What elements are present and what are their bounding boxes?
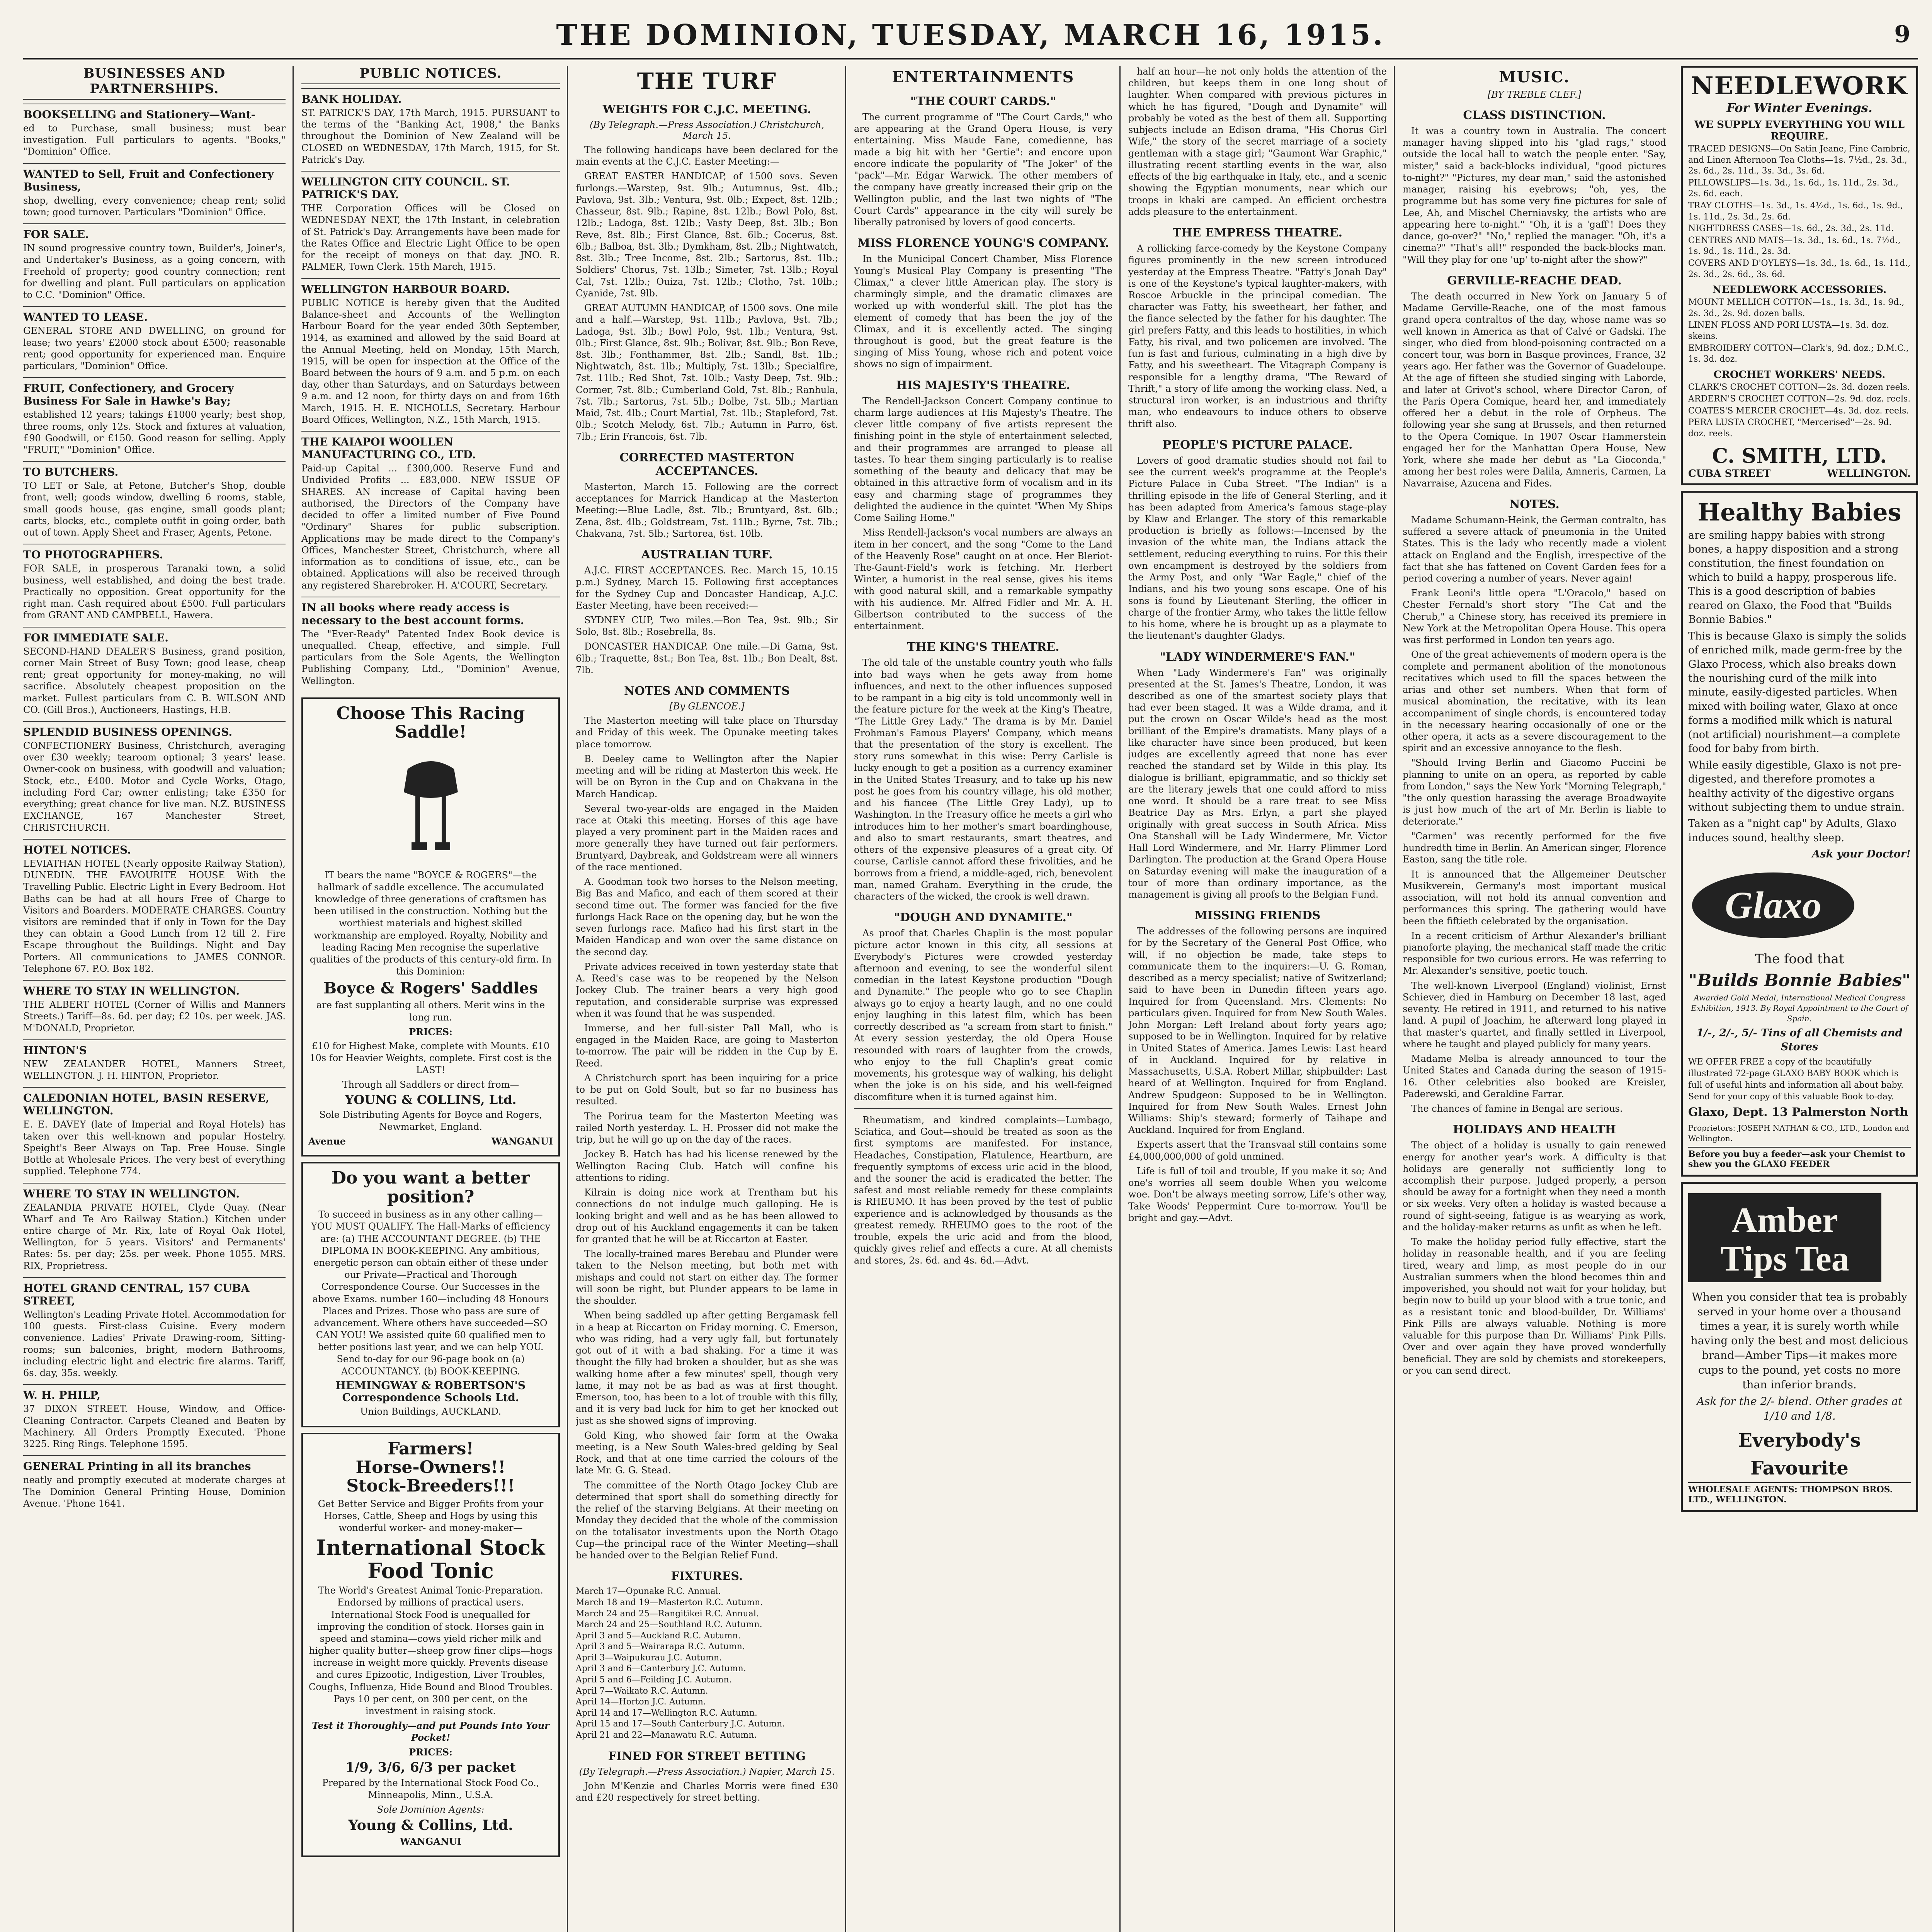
article-paragraph: SYDNEY CUP, Two miles.—Bon Tea, 9st. 9lb.; Sir Solo, 8st. 8lb.; Rosebrella, 8s. [576,614,838,638]
ad-heading: TO BUTCHERS. [23,466,119,479]
ad-heading: BOOKSELLING and Stationery—Want- [23,108,256,121]
amber-tips-tea-advertisement [1681,1182,1918,1512]
fixture-item: March 18 and 19—Masterton R.C. Autumn. [576,1597,763,1607]
classified-ad [23,839,286,980]
ad-heading: TO PHOTOGRAPHERS. [23,548,163,561]
article-paragraph: half an hour—he not only holds the attention of the children, but keeps them in one long shout of laughter. When compared with previous pictures in which he has figured, "Dough and Dynamite" will probably be voted as the best of them all. Supporting subjects include an Edison drama, "His Chorus Girl Wife," the story of the secret marriage of a society gentleman with a stage girl; "Gaumont War Graphic," illustrating recent startling events in the war, also effects of the big earthquake in Italy, etc., and a scenic showing the Egyptian monuments, near which our troops in khaki are camped. An efficient orchestra adds pleasure to the entertainment. [1128,66,1387,217]
ad-text: shop, dwelling, every convenience; cheap rent; solid town; good turnover. Particulars "Dominion" Office. [23,195,286,218]
article-paragraph: The old tale of the unstable country youth who falls into bad ways when he gets away from home influences, and next to the other influences supposed to be rampant in a big city is told uncommonly well in the feature picture for the week at the King's Theatre, "The Little Grey Lady." The drama is by Mr. Daniel Frohman's Famous Players' Company, which means that the presentation of the story is excellent. The story runs somewhat in this wise: Perry Carlisle is lucky enough to get a position as a currency examiner in the United States Treasury, and to take up his new post he goes from his country village, his old mother, and his fiancee (The Little Grey Lady), up to Washington. In the Treasury office he meets a girl who introduces him to her mother's smart boardinghouse, and also to smart restaurants, smart theatres, and others of the expensive pleasures of a great city. Of course, Carlisle cannot afford these frivolities, and he borrows from a friend, a middle-aged, rich, benevolent man, named Graham. Everything in the crude, the characters of the wicked, the crook is well drawn. [854,657,1112,902]
firm-name: YOUNG & COLLINS, Ltd. [345,1092,517,1107]
food-line: The food that [1755,951,1844,967]
ad-text: 37 DIXON STREET. House, Window, and Office-Cleaning Contractor. Carpets Cleaned and Beaten by Machinery. All Orders Promptly Executed. 'Phone 3225. Ring Rings. Telephone 1595. [23,1403,286,1450]
price-line: 1/-, 2/-, 5/- Tins of all Chemists and Stores [1696,1027,1903,1053]
firm-name: Young & Collins, Ltd. [348,1817,513,1833]
article-title: HIS MAJESTY'S THEATRE. [896,378,1070,392]
list-line: COVERS AND D'OYLEYS—1s. 3d., 1s. 6d., 1s. 11d., 2s. 3d., 2s. 6d., 3s. 6d. [1688,258,1911,279]
classified-ad [23,104,286,163]
ask-doctor: Ask your Doctor! [1812,848,1911,861]
article-title: MISS FLORENCE YOUNG'S COMPANY. [857,236,1109,250]
ad-heading: W. H. PHILP, [23,1389,101,1402]
classified-ad [23,627,286,721]
ad-heading: GENERAL Printing in all its branches [23,1460,251,1473]
article-paragraph: The Porirua team for the Masterton Meeting was railed North yesterday. L. H. Prosser did not make the trip, but he will go up on the day of the races. [576,1111,838,1145]
stock-food-advertisement [301,1433,560,1857]
ad-heading: WELLINGTON CITY COUNCIL. ST. PATRICK'S DAY. [301,175,510,201]
article-paragraph: When being saddled up after getting Bergamask fell in a heap at Riccarton on Friday morning. C. Emerson, who was riding, had a very ugly fall, but fortunately got out of it with a bad shaking. For a time it was thought the filly had broken a shoulder, but as she was walking home after a few minutes' spell, though very lame, it may not be as bad as was at first thought. Emerson, too, has been to a lot of trouble with this filly, and it is very bad luck for him to get her knocked out just as she showed signs of improving. [576,1310,838,1426]
column-entertainments-continued [1128,66,1395,1932]
price-list [1688,144,1911,280]
needlework-advertisement [1681,66,1918,485]
section-title-entertainments: ENTERTAINMENTS [892,68,1075,86]
classified-ad [301,597,560,692]
ad-headline: Healthy Babies [1697,498,1901,526]
article-paragraph: As proof that Charles Chaplin is the most popular picture actor known in this city, all sessions at Everybody's Pictures were crowded yesterday afternoon and evening, to see the wonderful silent comedian in the latest Keystone production "Dough and Dynamite." The people who go to see Chaplin always go to enjoy a hearty laugh, and no one could enjoy laughing in this latest film, which has been correctly described as "a scream from start to finish." At every session yesterday, the old Opera House resounded with roars of laughter from the crowds, who enjoy to the full Chaplin's great comic movements, his grotesque way of walking, his delight when the joke is on his side, and his well-feigned discomfiture when it is turned against him. [854,928,1112,1102]
supply-line: WE SUPPLY EVERYTHING YOU WILL REQUIRE. [1694,119,1905,142]
article-paragraph: Jockey B. Hatch has had his license renewed by the Wellington Racing Club. Hatch will confine his attentions to riding. [576,1149,838,1183]
article-paragraph: GREAT EASTER HANDICAP, of 1500 sovs. Seven furlongs.—Warstep, 9st. 9lb.; Autumnus, 9st. 4lb.; Pavlova, 9st. 3lb.; Ventura, 9st. 0lb.; Expect, 8st. 12lb.; Chasseur, 8st. 9lb.; Rapine, 8st. 12lb.; Bowl Polo, 8st. 12lb.; Ladoga, 8st. 12lb.; Vasty Deep, 8st. 3lb.; Bon Reve, 8st. 8lb.; First Glance, 8st. 6lb.; Cocerus, 8st. 6lb.; Balboa, 8st. 3lb.; Dymkham, 8st. 2lb.; Nightwatch, 8st. 3lb.; Tree Income, 8st. 2lb.; Sartorus, 8st. 1lb.; Soldiers' Chorus, 7st. 13lb.; Simeter, 7st. 13lb.; Royal Cal, 7st. 12lb.; Ouiza, 7st. 12lb.; Clotho, 7st. 10lb.; Cyanide, 7st. 9lb. [576,171,838,299]
masthead [23,15,1918,60]
wholesale-agents-line: WHOLESALE AGENTS: THOMPSON BROS. LTD., WELLINGTON. [1688,1482,1911,1505]
article-title: FINED FOR STREET BETTING [608,1749,806,1763]
classified-ad [301,278,560,431]
article-title: "DOUGH AND DYNAMITE." [894,911,1073,925]
article-paragraph: It was a country town in Australia. The concert manager having slipped into his "glad rags," stood outside the local hall to watch the people enter. "Say, mister," said a back-blocks individual, "good pictures to-night?" "Pictures, my dear man," said the astonished manager, raising his eyebrows; "oh, yes, the programme but has some very fine pictures for sale of Lee, Ah, and Mischel Cherniavsky, the artists who are appearing here to-night." "Oh, it is a 'gaff'! Does they dance, go-over?" "No," replied the manager. "Oh, it's a cinema?" "That's all!" responded the back-blocks man. "Will they play for one 'up' to-night after the show?" [1403,126,1666,265]
headline-horse-owners: Horse-Owners!! [355,1458,506,1478]
ad-heading: FOR SALE. [23,228,89,241]
list-line: COATES'S MERCER CROCHET—4s. 3d. doz. reels. [1688,406,1909,416]
glaxo-logo [1688,869,1858,942]
list-line: MOUNT MELLICH COTTON—1s., 1s. 3d., 1s. 9d., 2s. 3d., 2s. 9d. dozen balls. [1688,298,1905,318]
prices-text: £10 for Highest Make, complete with Mounts. £10 10s for Heavier Weights, complete. First cost is the LAST! [310,1040,552,1076]
article-title: THE EMPRESS THEATRE. [1172,226,1343,240]
brand-name: International Stock Food Tonic [316,1535,545,1583]
ad-heading: HOTEL GRAND CENTRAL, 157 CUBA STREET, [23,1281,250,1307]
fixture-item: April 3 and 6—Canterbury J.C. Autumn. [576,1664,746,1674]
article-paragraph: Madame Schumann-Heink, the German contralto, has suffered a severe attack of pneumonia in the United States. This is the lady who recently made a violent attack on England and the English, irrespective of the fact that she has fattened on Covent Garden fees for a period covering a number of years. Never again! [1403,514,1666,584]
firm-name: HEMINGWAY & ROBERTSON'S Correspondence Schools Ltd. [335,1379,526,1404]
article-list [1403,109,1666,1376]
column-heading: BUSINESSES AND PARTNERSHIPS. [23,66,286,100]
article-paragraph: A rollicking farce-comedy by the Keystone Company figures prominently in the new screen introduced yesterday at the Empress Theatre. "Fatty's Jonah Day" is one of the Keystone's typical laughter-makers, with Roscoe Arbuckle in the principal comedian. The character was Fatty, his sweetheart, her father, and the fiance selected by the father for his daughter. The girl prefers Fatty, and this leads to hostilities, in which Fatty, his rival, and two policemen are involved. The fun is fast and furious, culminating in a high dive by Fatty, and his sweetheart. The Vitagraph Company is responsible for a lengthy drama, "The Reward of Thrift," a story of life among the working class. Ned, a structural iron worker, is an industrious and thrifty man, who endeavours to induce others to observe thrift also. [1128,243,1387,429]
article-paragraph: The committee of the North Otago Jockey Club are determined that sport shall do something directly for the relief of the starving Belgians. At their meeting on Monday they decided that the whole of the commission on the totalisator investments upon the North Otago Cup—the principal race of the Winter Meeting—shall be handed over to the Belgian Relief Fund. [576,1480,838,1561]
classified-ad [23,223,286,306]
brand-name: Boyce & Rogers' Saddles [323,979,538,998]
ad-heading: SPLENDID BUSINESS OPENINGS. [23,725,233,738]
article-paragraph: DONCASTER HANDICAP. One mile.—Di Gama, 9st. 6lb.; Traquette, 8st.; Bon Tea, 8st. 1lb.; Bon Dealt, 8st. 7lb. [576,641,838,675]
section-title-music: MUSIC. [1499,68,1570,86]
column-turf [576,66,846,1932]
article-title: GERVILLE-REACHE DEAD. [1447,274,1622,287]
ad-headline: NEEDLEWORK [1691,71,1908,100]
article-paragraph: In the Municipal Concert Chamber, Miss Florence Young's Musical Play Company is presenting "The Climax," a clever little American play. The story is charmingly simple, and the dramatic climaxes are worked up with wonderful skill. The plot has the element of comedy that has been the joy of the Climax, and it is excellently acted. The singing throughout is good, but the great feature is the singing of Miss Young, whose rich and potent voice shows no sign of impairment. [854,253,1112,370]
firm-address: Sole Distributing Agents for Boyce and Rogers, Newmarket, England. [319,1109,542,1133]
column-music [1403,66,1673,1932]
article-paragraph: The locally-trained mares Berebau and Plunder were taken to the Nelson meeting, but both met with mishaps and could not start on either day. The former will soon be right, but Plunder appears to be lame in the shoulder. [576,1248,838,1306]
town-right: WANGANUI [491,1136,553,1147]
article-title: HOLIDAYS AND HEALTH [1453,1123,1616,1137]
classified-ad [23,1277,286,1384]
article-title: AUSTRALIAN TURF. [641,548,773,562]
classified-ad [301,171,560,278]
article-paragraph: The chances of famine in Bengal are serious. [1411,1103,1623,1114]
article-body [576,481,838,539]
ad-body: IT bears the name "BOYCE & ROGERS"—the hallmark of saddle excellence. The accumulated knowledge of three generations of craftsmen has been utilised in the construction. Nothing but the worthiest materials and highest skilled workmanship are employed. Royalty, Nobility and leading Racing Men recognise the superlative qualities of the products of this century-old firm. In this Dominion: [310,869,552,977]
article-paragraph: A. Goodman took two horses to the Nelson meeting, Big Bas and Mafico, and each of them scored at their second time out. The former was fancied for the five furlongs Hack Race on the opening day, but he won the seven furlongs race. Mafico had his first start in the Maiden Handicap and won over the same distance on the second day. [576,876,838,957]
glaxo-advertisement [1681,491,1918,1177]
article-paragraph: The addresses of the following persons are inquired for by the Secretary of the General Post Office, who will, if no objection be made, take steps to communicate them to the inquirers:—U. G. Roman, described as a mercy specialist; native of Switzerland; said to have been in Dunedin fifteen years ago. Inquired for from Queensland. Mrs. Clements: No particulars given. Inquired for from New South Wales. John Morgan: Left Ireland about forty years ago; supposed to be in Wellington. Inquired for by relative in United States of America. James Lewis: Last heard of in Auckland. Inquired for by relative in Massachusetts, U.S.A. Robert Millar, shipbuilder: Last heard of at Wellington. Inquired for from England. Andrew Spudgeon: Supposed to be in Wellington. Inquired for from New South Wales. Ernest John Williams: Ship's steward; formerly of Taihape and Auckland. Inquired for from England. [1128,926,1387,1136]
article-byline: (By Telegraph.—Press Association.) Christchurch, March 15. [589,119,825,141]
list-line: PERA LUSTA CROCHET, "Mercerised"—2s. 9d. doz. reels. [1688,418,1892,439]
proprietors-line: Proprietors: JOSEPH NATHAN & CO., LTD., London and Wellington. [1688,1123,1909,1143]
article-paragraph: Life is full of toil and trouble, If you make it so; And one's worries all seem double When you welcome woe. Don't be always meeting sorrow, Life's other way, Take Woods' Peppermint Cure to-morrow. You'll be bright and gay.—Advt. [1128,1165,1387,1223]
article-paragraph: The well-known Liverpool (England) violinist, Ernst Schiever, died in Hamburg on December 18 last, aged seventy. He retired in 1911, and returned to his native land. A pupil of Joachim, he afterward long played in that master's quartet, and finally settled in Liverpool, where he taught and played publicly for many years. [1403,980,1666,1049]
list-line: ARDERN'S CROCHET COTTON—2s. 9d. doz. reels. [1688,394,1911,404]
ad-heading: WHERE TO STAY IN WELLINGTON. [23,1187,240,1200]
slogan: "Builds Bonnie Babies" [1688,970,1911,990]
article-paragraph: The current programme of "The Court Cards," who are appearing at the Grand Opera House, is very entertaining. Miss Maude Fane, comedienne, has made a big hit with her "Gertie": and encore upon encore indicate the popularity of "The Joker" of the "pack"—Mr. Edgar Warwick. The other members of the company have greatly increased their grip on the Wellington public, and the last two nights of "The Court Cards" appearance in the city will surely be liberally patronised by lovers of good concerts. [854,112,1112,228]
classified-ad [23,1183,286,1277]
classified-ad [23,1039,286,1087]
list-line: CLARK'S CROCHET COTTON—2s. 3d. dozen reels. [1688,382,1910,392]
classified-ad [23,306,286,377]
ad-body: To succeed in business as in any other calling—YOU MUST QUALIFY. The Hall-Marks of efficiency are: (a) THE ACCOUNTANT DEGREE. (b) THE DIPLOMA IN BOOK-KEEPING. Any ambitious, energetic person can obtain either of these under our Private—Practical and Thorough Correspondence Course. Our Successes in the above Exams. number 160—including 48 Honours Places and Prizes. Those who pass are sure of advancement. Where others have succeeded—SO CAN YOU! We assisted quite 60 qualified men to better positions last year, and we can help YOU. Send to-day for our 96-page book on (a) ACCOUNTANCY. (b) BOOK-KEEPING. [311,1209,551,1377]
classified-ad [23,721,286,839]
list-line: PILLOWSLIPS—1s. 3d., 1s. 6d., 1s. 11d., 2s. 3d., 2s. 6d. each. [1688,178,1898,199]
ad-heading: CALEDONIAN HOTEL, BASIN RESERVE, WELLINGTON. [23,1092,269,1117]
saddle-illustration [392,746,469,862]
article-paragraph: GREAT AUTUMN HANDICAP, of 1500 sovs. One mile and a half.—Warstep, 9st. 11lb.; Pavlova, 9st. 7lb.; Ladoga, 9st. 3lb.; Bowl Polo, 9st. 1lb.; Ventura, 9st. 0lb.; First Glance, 8st. 9lb.; Bolivar, 8st. 9lb.; Bon Reve, 8st. 3lb.; Fonthammer, 8st. 2lb.; Sandl, 8st. 1lb.; Nightwatch, 8st. 1lb.; Multiply, 7st. 13lb.; Specialfire, 7st. 11lb.; Red Shot, 7st. 10lb.; Vasty Deep, 7st. 9lb.; Cormer, 7st. 8lb.; Cumberland Gold, 7st. 8lb.; Ranhula, 7st. 7lb.; Sartorus, 7st. 5lb.; Dolbe, 7st. 5lb.; Martian Maid, 7st. 4lb.; Court Martial, 7st. 1lb.; Stapleford, 7st. 0lb.; Scotch Melody, 6st. 7lb.; Autumn in Parro, 6st. 7lb.; Erin Francois, 6st. 7lb. [576,303,838,442]
article-body [576,715,838,1561]
article-paragraph: Madame Melba is already announced to tour the United States and Canada during the season of 1915-16. Other celebrities also booked are Kreisler, Paderewski, and Geraldine Farrar. [1403,1053,1666,1099]
article-paragraph: Private advices received in town yesterday state that A. Reed's case was to be reopened by the Nelson Jockey Club. The trainer bears a very high good reputation, and considerable surprise was expressed when it was found that he was suspended. [576,961,838,1019]
article-paragraph: Lovers of good dramatic studies should not fail to see the current week's programme at the People's Picture Palace in Cuba Street. "The Indian" is a thrilling episode in the life of General Sterling, and it has been adapted from America's famous stage-play by Klaw and Erlanger. The story of this remarkable production is briefly as follows:—Incensed by the invasion of the white man, the Indians attack the settlement, reducing everything to ruins. For this their own encampment is destroyed by the soldiers from the Army Post, and only "War Eagle," chief of the Indians, and his two young sons escape. One of his sons is found by Lieutenant Sterling, the officer in charge of the frontier Army, who takes the little fellow to his home, where he is brought up as a playmate to the lieutenant's daughter Gladys. [1128,455,1387,641]
article-paragraph: To make the holiday period fully effective, start the holiday in reasonable health, and if you are feeling tired, weary and limp, as most people do in our Australian summers when the blood becomes thin and impoverished, you should not wait for your holiday, but begin now to build up your blood with a true tonic, and as a resistant tonic and blood-builder, Dr. Williams' Pink Pills are always valuable. Nothing is more valuable for this purpose than Dr. Williams' Pink Pills. Over and over again they have proved wonderfully beneficial. They are sold by chemists and storekeepers, or you can send direct. [1403,1236,1666,1376]
ad-text: FOR SALE, in prosperous Taranaki town, a solid business, well established, and doing the best trade. Practically no opposition. Great opportunity for the right man. Cash required about £500. Full particulars from GRANT AND CAMPBELL, Hawera. [23,563,286,621]
article-paragraph: Experts assert that the Transvaal still contains some £4,000,000,000 of gold unmined. [1128,1139,1387,1162]
column-businesses [23,66,294,1932]
article-paragraph: The death occurred in New York on January 5 of Madame Gerville-Reache, one of the most famous grand opera contraltos of the day, whose name was so well known in America as that of Calvé or Gadski. The singer, who died from blood-poisoning contracted on a concert tour, was born in Basque provinces, France, 32 years ago. Her father was the Governor of Guadeloupe. At the age of fifteen she studied singing with Laborde, and later at Grivot's school, where Director Caron, of the Paris Opera Comique, heard her, and immediately offered her a debut in the role of Orpheus. The following year she sang at Brussels, and then returned to the Opera Comique. In 1907 Oscar Hammerstein engaged her for the Manhattan Opera House, New York, where she made her debut as "La Gioconda," among her best roles were Dalila, Amneris, Carmen, La Navarraise, Azucena and Fides. [1403,291,1666,489]
article-title: NOTES. [1509,497,1560,511]
article-paragraph: Gold King, who showed fair form at the Owaka meeting, is a New South Wales-bred gelding by Seal Rock, and that at one time carried the colours of the late Mr. G. G. Stead. [576,1430,838,1476]
article-paragraph: The Masterton meeting will take place on Thursday and Friday of this week. The Opunake meeting takes place tomorrow. [576,715,838,750]
list-line: EMBROIDERY COTTON—Clark's, 9d. doz.; D.M.C., 1s. 3d. doz. [1688,343,1909,364]
article-paragraph: Miss Rendell-Jackson's vocal numbers are always an item in her concert, and the song "Come to the Land of the Heavenly Rose" caught on at once. Her Bleriot-The-Gaunt-Field's work is fetching. Mr. Herbert Winter, a humorist in the real sense, gives his items with good natural skill, and a remarkable sympathy with his audience. Mr. Alfred Fidler and Mr. A. H. Gilbertson contributed to the success of the entertainment. [854,527,1112,632]
accessories-list [1688,297,1911,365]
logo-line-1: Amber [1731,1200,1838,1240]
column-entertainments [854,66,1121,1932]
ad-headline: Do you want a better position? [331,1168,530,1207]
ad-text: Paid-up Capital ... £300,000. Reserve Fund and Undivided Profits ... £83,000. NEW ISSUE OF SHARES. AN increase of Capital having been authorised, the Directors of the Company have decided to offer a limited number of Five Pound "Ordinary" Shares for public subscription. Applications may be made direct to the Company's Offices, Manchester Street, Christchurch, where all information as to conditions of issue, etc., can be obtained. Applications will also be received through any registered Sharebroker. H. A'COURT, Secretary. [301,463,560,591]
ad-subtext: Get Better Service and Bigger Profits from your Horses, Cattle, Sheep and Hogs by using this wonderful worker- and money-maker— [318,1498,544,1534]
newspaper-page [23,15,1918,1932]
article-paragraph: One of the great achievements of modern opera is the complete and permanent abolition of the monotonous recitatives which used to fill the spaces between the arias and other set numbers. When that form of musical abomination, the recitative, with its lean accompaniment of single chords, is encountered today in the necessary hearing occasionally of one or the other opera, it acts as a severe discouragement to the spirit and an excessive annoyance to the flesh. [1403,649,1666,754]
article-paragraph: The object of a holiday is usually to gain renewed energy for another year's work. A difficulty is that holidays are generally not sufficiently long to accomplish their purpose. Judged properly, a person should be away for a fortnight when they need a month or six weeks. Very often a holiday is wasted because a round of sight-seeing, fatigue is as wearying as work, and the holiday-maker returns as unfit as when he left. [1403,1140,1666,1233]
list-line: TRACED DESIGNS—On Satin Jeane, Fine Cambric, and Linen Afternoon Tea Cloths—1s. 7½d., 2s. 3d., 2s. 6d., 2s. 11d., 3s. 3d., 3s. 6d. [1688,144,1910,176]
ad-heading: THE KAIAPOI WOOLLEN MANUFACTURING CO., LTD. [301,435,476,461]
article-paragraph: B. Deeley came to Wellington after the Napier meeting and will be riding at Masterton this week. He will be on Byron in the Cup and on Chakvana in the March Handicap. [576,753,838,799]
article-paragraph: Masterton, March 15. Following are the correct acceptances for Marrick Handicap at the Masterton Meeting:—Blue Ladle, 8st. 7lb.; Bruntyard, 8st. 6lb.; Zena, 8st. 4lb.; Goldstream, 7st. 11lb.; Byrne, 7st. 7lb.; Chakvana, 7st. 5lb.; Sartorea, 6st. 10lb. [576,481,838,539]
ad-heading: FOR IMMEDIATE SALE. [23,631,168,644]
address-line: Glaxo, Dept. 13 Palmerston North [1688,1105,1908,1119]
ad-text: LEVIATHAN HOTEL (Nearly opposite Railway Station), DUNEDIN. THE FAVOURITE HOUSE With the Travelling Public. Electric Light in Every Bedroom. Hot Baths can be had at all hours Free of Charge to Visitors and Boarders. MODERATE CHARGES. Country visitors are reminded that if only in Town for the Day they can obtain a Good Lunch from 12 till 2. Fire Escape throughout the Buildings. Night and Day Porters. All communications to JAMES CONNOR. Telephone 67. P.O. Box 182. [23,858,286,974]
ad-body: The World's Greatest Animal Tonic-Preparation. Endorsed by millions of practical users. International Stock Food is unequalled for improving the condition of stock. Horses gain in speed and stamina—cows yield richer milk and higher quality butter—sheep grow finer clips—hogs increase in weight more quickly. Prevents disease and cures Epizootic, Indigestion, Liver Troubles, Coughs, Influenza, Hide Bound and Blood Troubles. Pays 10 per cent, on 300 per cent, on the investment in raising stock. [308,1585,553,1717]
fixtures-title: FIXTURES. [671,1570,743,1583]
article-body [576,144,838,442]
ad-paragraph: Taken as a "night cap" by Adults, Glaxo induces sound, healthy sleep. [1688,818,1897,844]
agents-label: Sole Dominion Agents: [377,1804,485,1815]
classified-ad [23,980,286,1039]
ad-text: ZEALANDIA PRIVATE HOTEL, Clyde Quay. (Near Wharf and Te Aro Railway Station.) Kitchen under entire charge of Mr. Rix, late of Royal Oak Hotel, Wellington, for 5 years. Visitors' and Permanents' Rates: 5s. per day; 25s. per week. Phone 1055. MRS. RIX, Proprietress. [23,1202,286,1271]
crochet-list [1688,382,1911,440]
article-title: CLASS DISTINCTION. [1463,109,1606,122]
article-title: MISSING FRIENDS [1194,909,1321,923]
column-advertisements [1681,66,1918,1932]
ad-heading: WANTED to Sell, Fruit and Confectionery Business, [23,167,274,193]
classified-ad [301,431,560,597]
ad-note: are fast supplanting all others. Merit wins in the long run. [316,1000,545,1023]
masthead-title: THE DOMINION, TUESDAY, MARCH 16, 1915. [556,19,1385,52]
article-title: PEOPLE'S PICTURE PALACE. [1162,438,1353,452]
ad-text: THE Corporation Offices will be Closed on WEDNESDAY NEXT, the 17th Instant, in celebration of St. Patrick's Day. Arrangements have been made for the Rates Office and Electric Light Office to be open for the receipt of moneys on that day. JNO. R. PALMER, Town Clerk. 15th March, 1915. [301,203,560,272]
fixture-item: April 14 and 17—Wellington R.C. Autumn. [576,1708,758,1718]
fixture-item: April 5 and 6—Feilding J.C. Autumn. [576,1675,732,1685]
article-paragraph: John M'Kenzie and Charles Morris were fined £30 and £20 respectively for street betting. [576,1780,838,1803]
ad-text: ST. PATRICK'S DAY, 17th March, 1915. PURSUANT to the terms of the "Banking Act, 1908," the Banks throughout the Dominion of New Zealand will be CLOSED on WEDNESDAY, 17th March, 1915, for St. Patrick's Day. [301,107,560,165]
classified-ad [23,544,286,626]
fixtures-list [576,1586,838,1741]
classified-ad [23,461,286,544]
classified-ad [23,163,286,223]
article-paragraph: It is announced that the Allgemeiner Deutscher Musikverein, Germany's most important musical association, will not hold its annual convention and performances this spring. The gathering would have been the fiftieth celebrated by the organisation. [1403,869,1666,927]
town-left: Avenue [308,1136,346,1147]
award-line: Awarded Gold Medal, International Medical Congress Exhibition, 1913. By Royal Appointment to the Court of Spain. [1690,993,1908,1023]
ad-heading: WANTED TO LEASE. [23,311,148,324]
article-paragraph: When "Lady Windermere's Fan" was originally presented at the St. James's Theatre, London, it was described as one of the smartest society plays that had ever been staged. It was a Wilde drama, and it put the crown on Oscar Wilde's head as the most brilliant of the Empire's dramatists. Many plays of a like character have since been produced, but keen judges are excellently agreed that none has ever reached the standard set by Wilde in this play. Its dialogue is brilliant, epigrammatic, and so thickly set are the literary jewels that one could afford to miss one word. It should be a rare treat to see Miss Beatrice Day as Mrs. Erlyn, a part she played originally with great success in South Africa. Miss Ona Stanshall will be Lady Windermere, Mr. Victor Hall Lord Windermere, and Mr. Harry Plimmer Lord Darlington. The production at the Grand Opera House on Saturday evening will make the inauguration of a tour of more than ordinary importance, as the management is giving all proofs to the Belgian Fund. [1128,667,1387,900]
article-paragraph: "Carmen" was recently performed for the five hundredth time in Berlin. An American singer, Florence Easton, sang the title role. [1403,830,1666,865]
ad-body: When you consider that tea is probably served in your home over a thousand times a year, it is surely worth while having only the best and most delicious brand—Amber Tips—it makes more cups to the pound, yet costs no more than inferior brands. [1690,1290,1908,1391]
classified-ad [301,88,560,171]
article-title: "THE COURT CARDS." [910,95,1056,108]
through-text: Through all Saddlers or direct from— [342,1079,519,1090]
article-byline: [By GLENCOE.] [669,701,745,712]
ad-heading: IN all books where ready access is necessary to the best account forms. [301,601,524,627]
logo-text: Glaxo [1725,883,1821,927]
article-paragraph: A Christchurch sport has been inquiring for a price to be put on Gold Soult, but so far no business has resulted. [576,1072,838,1107]
ad-paragraph: are smiling happy babies with strong bones, a happy disposition and a strong constitution, the finest foundation on which to build a happy, prosperous life. This is a good description of babies reared on Glaxo, the Food that "Builds Bonnie Babies." [1688,529,1899,626]
list-line: TRAY CLOTHS—1s. 3d., 1s. 4½d., 1s. 6d., 1s. 9d., 1s. 11d., 2s. 3d., 2s. 6d. [1688,201,1903,222]
offer-line: WE OFFER FREE a copy of the beautifully illustrated 72-page GLAXO BABY BOOK which is full of useful hints and information all about baby. Send for your copy of this valuable Book to-day. [1688,1057,1904,1102]
crochet-heading: CROCHET WORKERS' NEEDS. [1713,369,1886,381]
ad-subheadline: For Winter Evenings. [1726,100,1872,115]
fixture-item: April 7—Waikato R.C. Autumn. [576,1686,708,1696]
ad-text: The "Ever-Ready" Patented Index Book device is unequalled. Cheap, effective, and simple. Full particulars from the Sole Agents, the Wellington Publishing Company, Ltd., "Dominion" Avenue, Wellington. [301,628,560,686]
ad-text: PUBLIC NOTICE is hereby given that the Audited Balance-sheet and Accounts of the Wellington Harbour Board for the year ended 30th September, 1914, as examined and allowed by the said Board at the Annual Meeting, held on Monday, 15th March, 1915, will be open for inspection at the Office of the Board between the hours of 9 a.m. and 5 p.m. on each day, other than Saturdays, and on Saturdays between 9 a.m. and 12 noon, for thirty days on and from 16th March, 1915. H. E. NICHOLLS, Secretary. Harbour Board Offices, Wellington, N.Z., 15th March, 1915. [301,297,560,425]
fixture-item: March 17—Opunake R.C. Annual. [576,1587,721,1597]
firm-address: Union Buildings, AUCKLAND. [360,1406,501,1417]
ad-text: established 12 years; takings £1000 yearly; best shop, three rooms, only 12s. Stock and fixtures at valuation, £90 Goodwill, or £150. Good reason for selling. Apply "FRUIT," "Dominion" Office. [23,409,286,455]
ad-text: THE ALBERT HOTEL (Corner of Willis and Manners Streets.) Tariff—8s. 6d. per day; £2 10s. per week. JAS. M'DONALD, Proprietor. [23,999,286,1034]
article-paragraph: "Should Irving Berlin and Giacomo Puccini be planning to unite on an opera, as reported by cable from London," says the New York "Morning Telegraph," "the only question harassing the average Broadwayite is just how much of the art of Mr. Berlin is liable to deteriorate." [1403,757,1666,827]
prepared-by: Prepared by the International Stock Food Co., Minneapolis, Minn., U.S.A. [322,1777,539,1801]
firm-town: WANGANUI [400,1836,462,1847]
list-line: NIGHTDRESS CASES—1s. 6d., 2s. 3d., 2s. 11d. [1688,224,1894,234]
fixture-item: March 24 and 25—Rangitikei R.C. Annual. [576,1609,759,1619]
accessories-heading: NEEDLEWORK ACCESSORIES. [1712,284,1887,296]
article-title: NOTES AND COMMENTS [624,684,790,698]
ad-paragraph: This is because Glaxo is simply the solids of enriched milk, made germ-free by the Glaxo Process, which also breaks down the nourishing curd of the milk into minute, easily-digested particles. When mixed with boiling water, Glaxo at once forms a modified milk which is natural (not artificial) nourishment—a complete food for baby from birth. [1688,630,1906,755]
ad-paragraph: While easily digestible, Glaxo is not pre-digested, and therefore promotes a healthy activity of the digestive organs without subjecting them to undue strain. [1688,759,1905,813]
ad-heading: BANK HOLIDAY. [301,93,402,105]
list-line: CENTRES AND MATS—1s. 3d., 1s. 6d., 1s. 7½d., 1s. 9d., 1s. 11d., 2s. 3d. [1688,235,1901,257]
headline-stock-breeders: Stock-Breeders!!! [346,1476,515,1496]
saddle-advertisement [301,697,560,1157]
page-number: 9 [1894,21,1910,48]
list-line: LINEN FLOSS AND PORI LUSTA—1s. 3d. doz. skeins. [1688,320,1889,341]
article-paragraph: A.J.C. FIRST ACCEPTANCES. Rec. March 15, 10.15 p.m.) Sydney, March 15. Following first acceptances for the Sydney Cup and Doncaster Handicap, A.J.C. Easter Meeting, have been received:— [576,565,838,611]
article-byline: (By Telegraph.—Press Association.) Napier, March 15. [579,1766,835,1777]
article-list [854,95,1112,1103]
classified-ad [23,1384,286,1455]
advertorial-paragraph: Rheumatism, and kindred complaints—Lumbago, Sciatica, and Gout—should be treated as soon as the first symptoms are manifested. For instance, Headaches, Constipation, Flatulence, Heartburn, are frequently symptoms of excess uric acid in the blood, and the sooner the acid is eradicated the better. The safest and most reliable remedy for these complaints is RHEUMO. It has been proved by the test of public experience and is acknowledged by thousands as the greatest remedy. RHEUMO goes to the root of the trouble, expels the uric acid and from the blood, quickly gives relief and effects a cure. At all chemists and stores, 2s. 6d. and 4s. 6d.—Advt. [854,1114,1112,1266]
ad-text: IN sound progressive country town, Builder's, Joiner's, and Undertaker's Business, as a going concern, with Freehold of property; good country connection; rent for dwelling and plant. Full particulars on application to C.C. "Dominion" Office. [23,243,286,301]
public-notice-list [301,88,560,692]
headline-farmers: Farmers! [388,1439,474,1459]
article-title: THE KING'S THEATRE. [907,640,1060,654]
ad-text: Wellington's Leading Private Hotel. Accommodation for 100 guests. First-class Cuisine. Every modern convenience. Ladies' Private Drawing-room, Sitting-rooms; sun balconies, bright, modern Bathrooms, including electric light and electric fire alarms. Tariff, 6s. day, 35s. weekly. [23,1309,286,1379]
ad-heading: WELLINGTON HARBOUR BOARD. [301,282,510,296]
article-body [576,565,838,676]
ad-text: NEW ZEALANDER HOTEL, Manners Street, WELLINGTON. J. H. HINTON, Proprietor. [23,1058,286,1082]
slogan-line-1: Everybody's [1738,1429,1861,1451]
article-title: WEIGHTS FOR C.J.C. MEETING. [602,103,811,116]
classified-ads [23,104,286,1515]
article-paragraph: Kilrain is doing nice work at Trentham but his connections do not indulge much galloping. He is looking bright and well and as he has been allowed to drop out of his Auckland engagements it can be taken for granted that he will be at Riccarton at Easter. [576,1187,838,1245]
article-title: CORRECTED MASTERTON ACCEPTANCES. [619,451,794,478]
prices-heading: PRICES: [409,1746,452,1758]
slogan-line-2: Favourite [1750,1457,1849,1479]
article-paragraph: Immerse, and her full-sister Pall Mall, who is engaged in the Maiden Race, are going to Masterton to-morrow. The pair will be ridden in the Cup by E. Reed. [576,1023,838,1069]
ad-text: TO LET or Sale, at Petone, Butcher's Shop, double front, well; goods window, dwelling 6 rooms, stable, small goods house, gas engine, small goods plant; carts, blocks, etc., complete outfit in going order, bath out of town. Apply Sheet and Fraser, Agents, Petone. [23,480,286,538]
article-list [1128,66,1387,1224]
article-title: "LADY WINDERMERE'S FAN." [1160,650,1355,664]
classified-ad [23,377,286,461]
column-public-notices [301,66,568,1932]
ad-text: E. E. DAVEY (late of Imperial and Royal Hotels) has taken over this well-known and popular Hostelry. Speight's Beer Always on Tap. Free House. Single Bottle at Wholesale Prices. The very best of everything supplied. Telephone 774. [23,1119,286,1177]
prices-heading: PRICES: [409,1026,452,1037]
amber-tips-logo [1688,1193,1881,1282]
prices-text: 1/9, 3/6, 6/3 per packet [345,1759,516,1775]
firm-name: C. SMITH, LTD. [1712,444,1887,468]
fixture-item: April 3—Waipukurau J.C. Autumn. [576,1653,722,1663]
logo-line-2: Tips Tea [1720,1238,1849,1278]
ad-headline: Choose This Racing Saddle! [336,703,525,742]
fixture-item: April 14—Horton J.C. Autumn. [576,1697,706,1707]
ad-text: GENERAL STORE AND DWELLING, on ground for lease; two years' £2000 stock about £500; reasonable rent; good opportunity for experienced man. Enquire particulars, "Dominion" Office. [23,325,286,372]
classified-ad [23,1087,286,1182]
ad-text: ed to Purchase, small business; must bear investigation. Full particulars to agents. "Books," "Dominion" Office. [23,123,286,157]
column-byline: [BY TREBLE CLEF.] [1487,89,1582,100]
fixture-item: April 3 and 5—Wairarapa R.C. Autumn. [576,1642,745,1652]
tagline: Test it Thoroughly—and put Pounds Into Your Pocket! [312,1720,549,1743]
fixture-item: April 3 and 5—Auckland R.C. Autumn. [576,1631,741,1641]
article-paragraph: The Rendell-Jackson Concert Company continue to charm large audiences at His Majesty's Theatre. The clever little company of five artists represent the finishing point in the style of entertainment selected, and their programmes are arranged to please all tastes. To hear them singing particularly is to realise something of the beauty and delicacy that may be obtained in this attractive form of vocalism and in its easy and charming stage of programmes they delighted the audience in the quintet "When My Ships Come Sailing Home." [854,395,1112,524]
ad-heading: WHERE TO STAY IN WELLINGTON. [23,985,240,998]
ad-heading: FRUIT, Confectionery, and Grocery Business For Sale in Hawke's Bay; [23,382,234,408]
fixture-item: March 24 and 25—Southland R.C. Autumn. [576,1620,762,1630]
column-heading: PUBLIC NOTICES. [301,66,560,84]
ad-text: CONFECTIONERY Business, Christchurch, averaging over £30 weekly; tearoom optional; 3 years' lease. Owner-cook on business, with goodwill and valuation; Stock, etc., £400. Motor and Cycle Works, Otago, including Ford Car; owner enlisting; take £350 for everything; great chance for live man. N.Z. BUSINESS EXCHANGE, 167 Manchester Street, CHRISTCHURCH. [23,740,286,833]
classified-ad [23,1455,286,1515]
ad-heading: HINTON'S [23,1044,87,1057]
firm-street: CUBA STREET [1688,468,1771,480]
ad-heading: HOTEL NOTICES. [23,843,131,856]
ask-line: Ask for the 2/- blend. Other grades at 1/10 and 1/8. [1696,1395,1903,1423]
feeder-line: Before you buy a feeder—ask your Chemist to shew you the GLAXO FEEDER [1688,1147,1911,1169]
ad-text: SECOND-HAND DEALER'S Business, grand position, corner Main Street of Busy Town; good lease, cheap rent; great opportunity for money-making, no will sacrifice. Absolutely cheapest proposition on the market. Fullest particulars from C. B. WILSON AND CO. (Gill Bros.), Auctioneers, Hastings, H.B. [23,646,286,715]
fixture-item: April 15 and 17—South Canterbury J.C. Autumn. [576,1719,785,1729]
article-paragraph: The following handicaps have been declared for the main events at the C.J.C. Easter Meeting:— [576,145,838,167]
article-paragraph: Several two-year-olds are engaged in the Maiden race at Otaki this meeting. Horses of this age have played a very prominent part in the Maiden races and more generally they have turned out fair performers. Bruntyard, Daybreak, and Goldstream were all winners of the race mentioned. [576,803,838,872]
fixture-item: April 21 and 22—Manawatu R.C. Autumn. [576,1730,757,1740]
article-paragraph: Frank Leoni's little opera "L'Oracolo," based on Chester Fernald's short story "The Cat and the Cherub," a Chinese story, has received its premiere in New York at the Metropolitan Opera House. This opera was first performed in London ten years ago. [1403,588,1666,646]
section-title-turf: THE TURF [637,68,777,94]
article-paragraph: In a recent criticism of Arthur Alexander's brilliant pianoforte playing, the mechanical staff made the critic responsible for two curious errors. He was referring to Mr. Alexander's sensitive, poetic touch. [1403,930,1666,976]
correspondence-school-advertisement [301,1162,560,1427]
firm-town: WELLINGTON. [1827,468,1911,480]
ad-text: neatly and promptly executed at moderate charges at The Dominion General Printing House, Dominion Avenue. 'Phone 1641. [23,1475,286,1509]
